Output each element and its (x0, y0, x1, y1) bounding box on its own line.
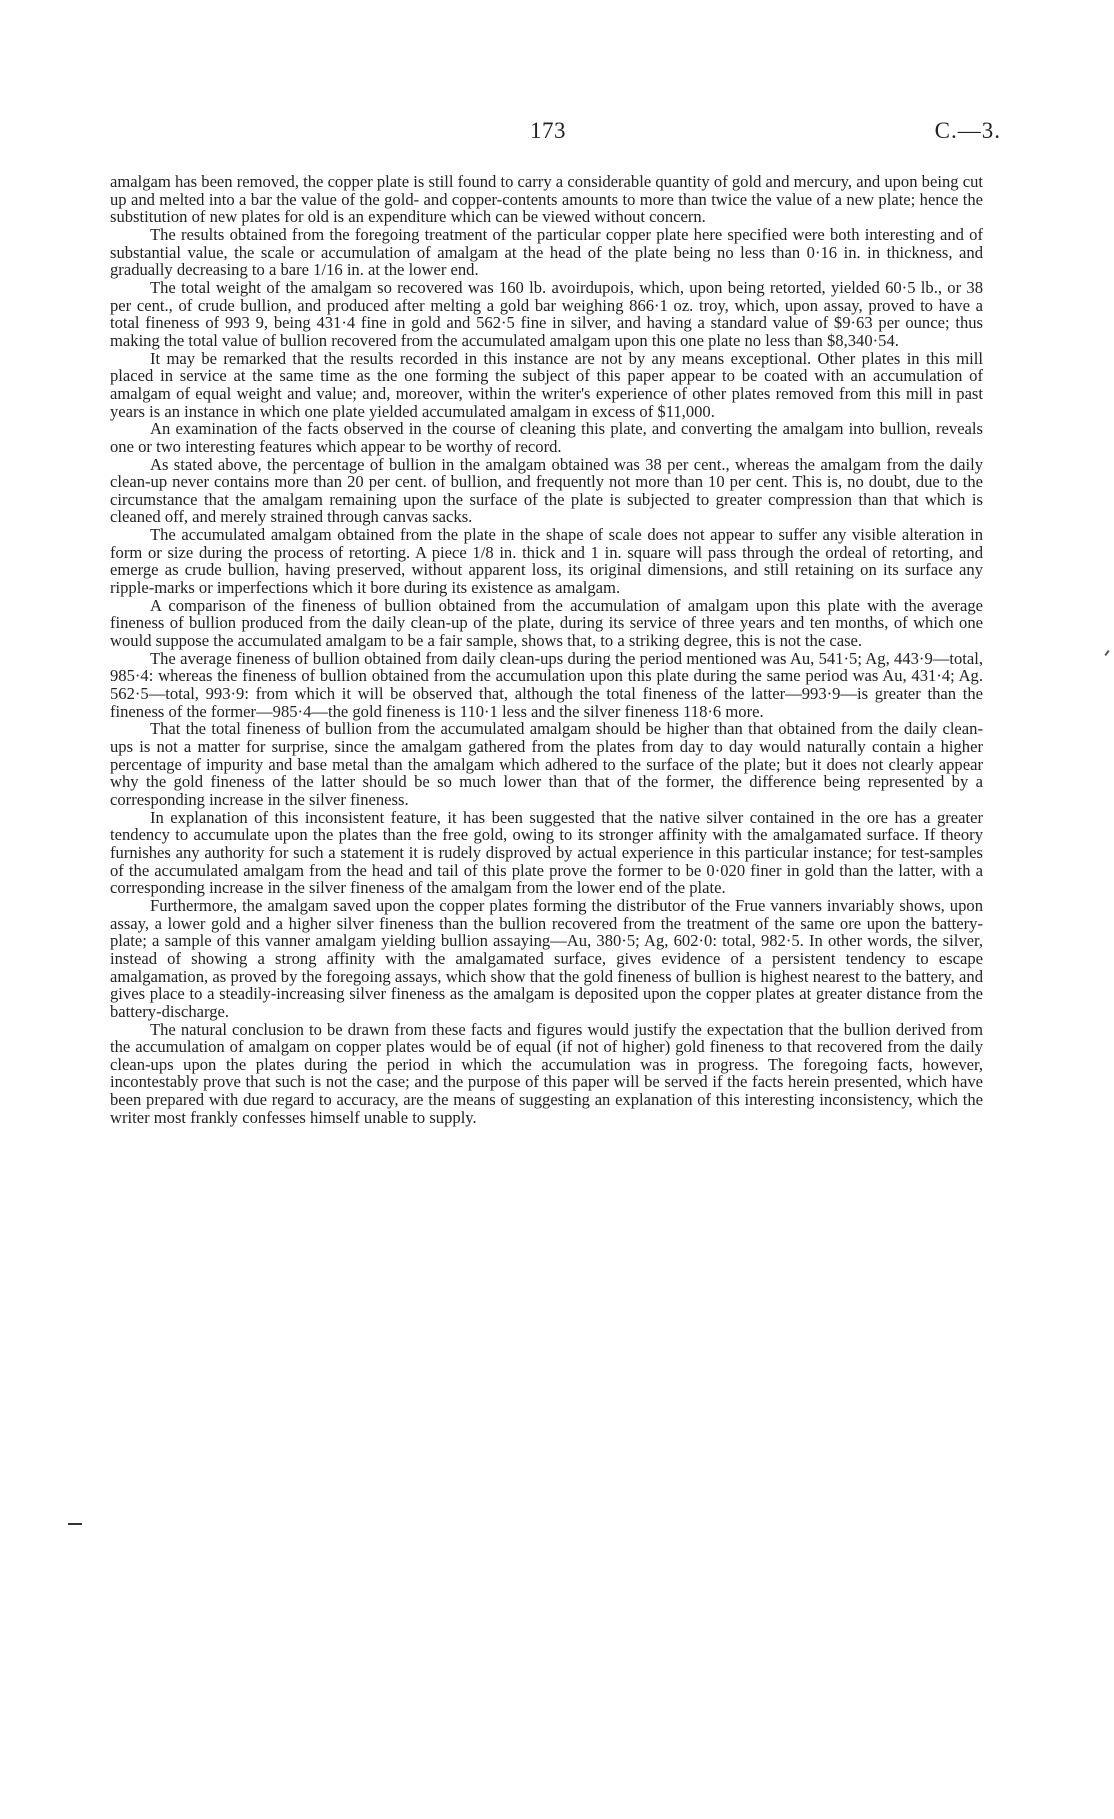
page-header (0, 118, 1114, 148)
paragraph-11: In explanation of this inconsistent feature, it has been suggested that the native silver contained in the ore has a greater tendency to accumulate upon the plates than the free gold, owing to its stronger affinity with the amalgamated surface. If theory furnishes any authority for such a statement it is rudely disproved by actual experience in this particular instance; for test-samples of the accumulated amalgam from the head and tail of this plate prove the former to be 0·020 finer in gold than the latter, with a corresponding increase in the silver fineness of the amalgam from the lower end of the plate. (110, 807, 983, 898)
paragraph-6: As stated above, the percentage of bullion in the amalgam obtained was 38 per cent., whereas the amalgam from the daily clean-up never contains more than 20 per cent. of bullion, and frequently not more than 10 per cent. This is, no doubt, due to the circumstance that the amalgam remaining upon the surface of the plate is subjected to greater compression than that which is cleaned off, and merely strained through canvas sacks. (110, 454, 983, 527)
paragraph-10: That the total fineness of bullion from the accumulated amalgam should be higher than that obtained from the daily clean-ups is not a matter for surprise, since the amalgam gathered from the plates from day to day would naturally contain a higher percentage of impurity and base metal than the amalgam which adhered to the surface of the plate; but it does not clearly appear why the gold fineness of the latter should be so much lower than that of the former, the difference being represented by a corresponding increase in the silver fineness. (110, 719, 983, 809)
paragraph-9: The average fineness of bullion obtained from daily clean-ups during the period mentioned was Au, 541·5; Ag, 443·9—total, 985·4: whereas the fineness of bullion obtained from the accumulation upon this plate during the same period was Au, 431·4; Ag. 562·5—total, 993·9: from which it will be observed that, although the total fineness of the latter—993·9—is greater than the fineness of the former—985·4—the gold fineness is 110·1 less and the silver fineness 118·6 more. (110, 648, 983, 721)
paragraph-2: The results obtained from the foregoing treatment of the particular copper plate here specified were both interesting and of substantial value, the scale or accumulation of amalgam at the head of the plate being no less than 0·16 in. in thickness, and gradually decreasing to a bare 1/16 in. at the lower end. (110, 224, 983, 280)
paragraph-12: Furthermore, the amalgam saved upon the copper plates forming the distributor of the Frue vanners invariably shows, upon assay, a lower gold and a higher silver fineness than the bullion recovered from the treatment of the same ore upon the battery-plate; a sample of this vanner amalgam yielding bullion assaying—Au, 380·5; Ag, 602·0: total, 982·5. In other words, the silver, instead of showing a strong affinity with the amalgamated surface, gives evidence of a persistent tendency to escape amalgamation, as proved by the foregoing assays, which show that the gold fineness of bullion is highest nearest to the battery, and gives place to a steadily-increasing silver fineness as the amalgam is deposited upon the copper plates at greater distance from the battery-discharge. (110, 895, 983, 1021)
paragraph-13: The natural conclusion to be drawn from these facts and figures would justify the expectation that the bullion derived from the accumulation of amalgam on copper plates would be of equal (if not of higher) gold fineness to that recovered from the daily clean-ups upon the plates during the period in which the accumulation was in progress. The foregoing facts, however, incontestably prove that such is not the case; and the purpose of this paper will be served if the facts herein presented, which have been prepared with due regard to accuracy, are the means of suggesting an explanation of this interesting inconsistency, which the writer most frankly confesses himself unable to supply. (110, 1019, 983, 1127)
paragraph-1: amalgam has been removed, the copper plate is still found to carry a considerable quantity of gold and mercury, and upon being cut up and melted into a bar the value of the gold- and copper-contents amounts to more than twice the value of a new plate; hence the substitution of new plates for old is an expenditure which can be viewed without concern. (110, 172, 983, 227)
document-reference: C.—3. (934, 118, 1001, 143)
page-number: 173 (530, 118, 566, 143)
paragraph-5: An examination of the facts observed in the course of cleaning this plate, and converting the amalgam into bullion, reveals one or two interesting features which appear to be worthy of record. (110, 419, 983, 456)
paragraph-4: It may be remarked that the results recorded in this instance are not by any means exceptional. Other plates in this mill placed in service at the same time as the one forming the subject of this paper appear to be coated with an accumulation of amalgam of equal weight and value; and, moreover, within the writer's experience of other plates removed from this mill in past years is an instance in which one plate yielded accumulated amalgam in excess of $11,000. (110, 348, 983, 421)
paragraph-8: A comparison of the fineness of bullion obtained from the accumulation of amalgam upon this plate with the average fineness of bullion produced from the daily clean-up of the plate, during its service of three years and ten months, of which one would suppose the accumulated amalgam to be a fair sample, shows that, to a striking degree, this is not the case. (110, 595, 983, 651)
paragraph-7: The accumulated amalgam obtained from the plate in the shape of scale does not appear to suffer any visible alteration in form or size during the process of retorting. A piece 1/8 in. thick and 1 in. square will pass through the ordeal of retorting, and emerge as crude bullion, having preserved, without apparent loss, its original dimensions, and still retaining on its surface any ripple-marks or imperfections which it bore during its existence as amalgam. (110, 525, 983, 598)
margin-mark (1104, 650, 1109, 656)
paragraph-3: The total weight of the amalgam so recovered was 160 lb. avoirdupois, which, upon being retorted, yielded 60·5 lb., or 38 per cent., of crude bullion, and produced after melting a gold bar weighing 866·1 oz. troy, which, upon assay, proved to have a total fineness of 993 9, being 431·4 fine in gold and 562·5 fine in silver, and having a standard value of $9·63 per ounce; thus making the total value of bullion recovered from the accumulated amalgam upon this one plate no less than $8,340·54. (110, 277, 983, 350)
body-text (110, 173, 983, 1126)
margin-mark (68, 1523, 82, 1525)
